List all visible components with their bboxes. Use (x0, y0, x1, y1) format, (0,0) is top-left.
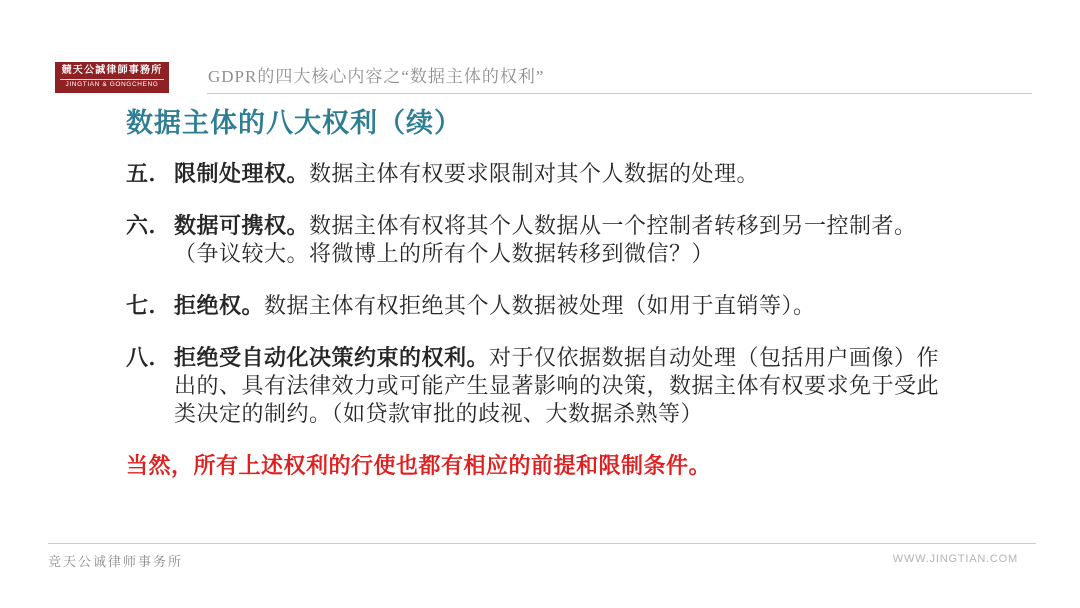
rights-list (126, 160, 958, 480)
note-text: 当然，所有上述权利的行使也都有相应的前提和限制条件。 (126, 453, 712, 478)
item-marker: 五． (126, 161, 172, 186)
item-text: 数据主体有权拒绝其个人数据被处理（如用于直销等）。 (264, 293, 816, 318)
item-marker: 七． (126, 293, 172, 318)
item-title: 数据可携权。 (174, 213, 310, 238)
item-text: 数据主体有权将其个人数据从一个控制者转移到另一控制者。 (309, 213, 917, 238)
item-body (174, 160, 958, 188)
right-item-6 (126, 212, 958, 268)
right-item-7 (126, 292, 958, 320)
footer-website: WWW.JINGTIAN.COM (892, 553, 1018, 565)
item-text: 对于仅依据数据自动处理（包括用户画像）作 (489, 345, 940, 370)
item-text: 出的、具有法律效力或可能产生显著影响的决策，数据主体有权要求免于受此 (174, 373, 940, 398)
header-topic: GDPR的四大核心内容之“数据主体的权利” (208, 67, 545, 86)
logo-english-name: JINGTIAN & GONGCHENG (65, 81, 159, 88)
footer-divider (48, 543, 1036, 544)
right-item-8 (126, 344, 958, 428)
item-marker: 八． (126, 345, 172, 370)
firm-logo (55, 62, 169, 93)
item-text: 数据主体有权要求限制对其个人数据的处理。 (309, 161, 760, 186)
item-title: 拒绝受自动化决策约束的权利。 (174, 345, 490, 370)
item-title: 拒绝权。 (174, 293, 265, 318)
item-body (174, 212, 958, 268)
page-title: 数据主体的八大权利（续） (126, 108, 462, 138)
item-text: 类决定的制约。（如贷款审批的歧视、大数据杀熟等） (174, 401, 704, 426)
item-body (174, 292, 958, 320)
item-marker: 六． (126, 213, 172, 238)
footer-firm-name: 竞天公诚律师事务所 (48, 554, 184, 569)
item-body (174, 344, 958, 428)
header-divider (207, 93, 1032, 94)
logo-chinese-name: 競天公誠律師事務所 (60, 65, 164, 80)
item-text: （争议较大。将微博上的所有个人数据转移到微信？） (174, 241, 715, 266)
item-title: 限制处理权。 (174, 161, 310, 186)
right-item-5 (126, 160, 958, 188)
